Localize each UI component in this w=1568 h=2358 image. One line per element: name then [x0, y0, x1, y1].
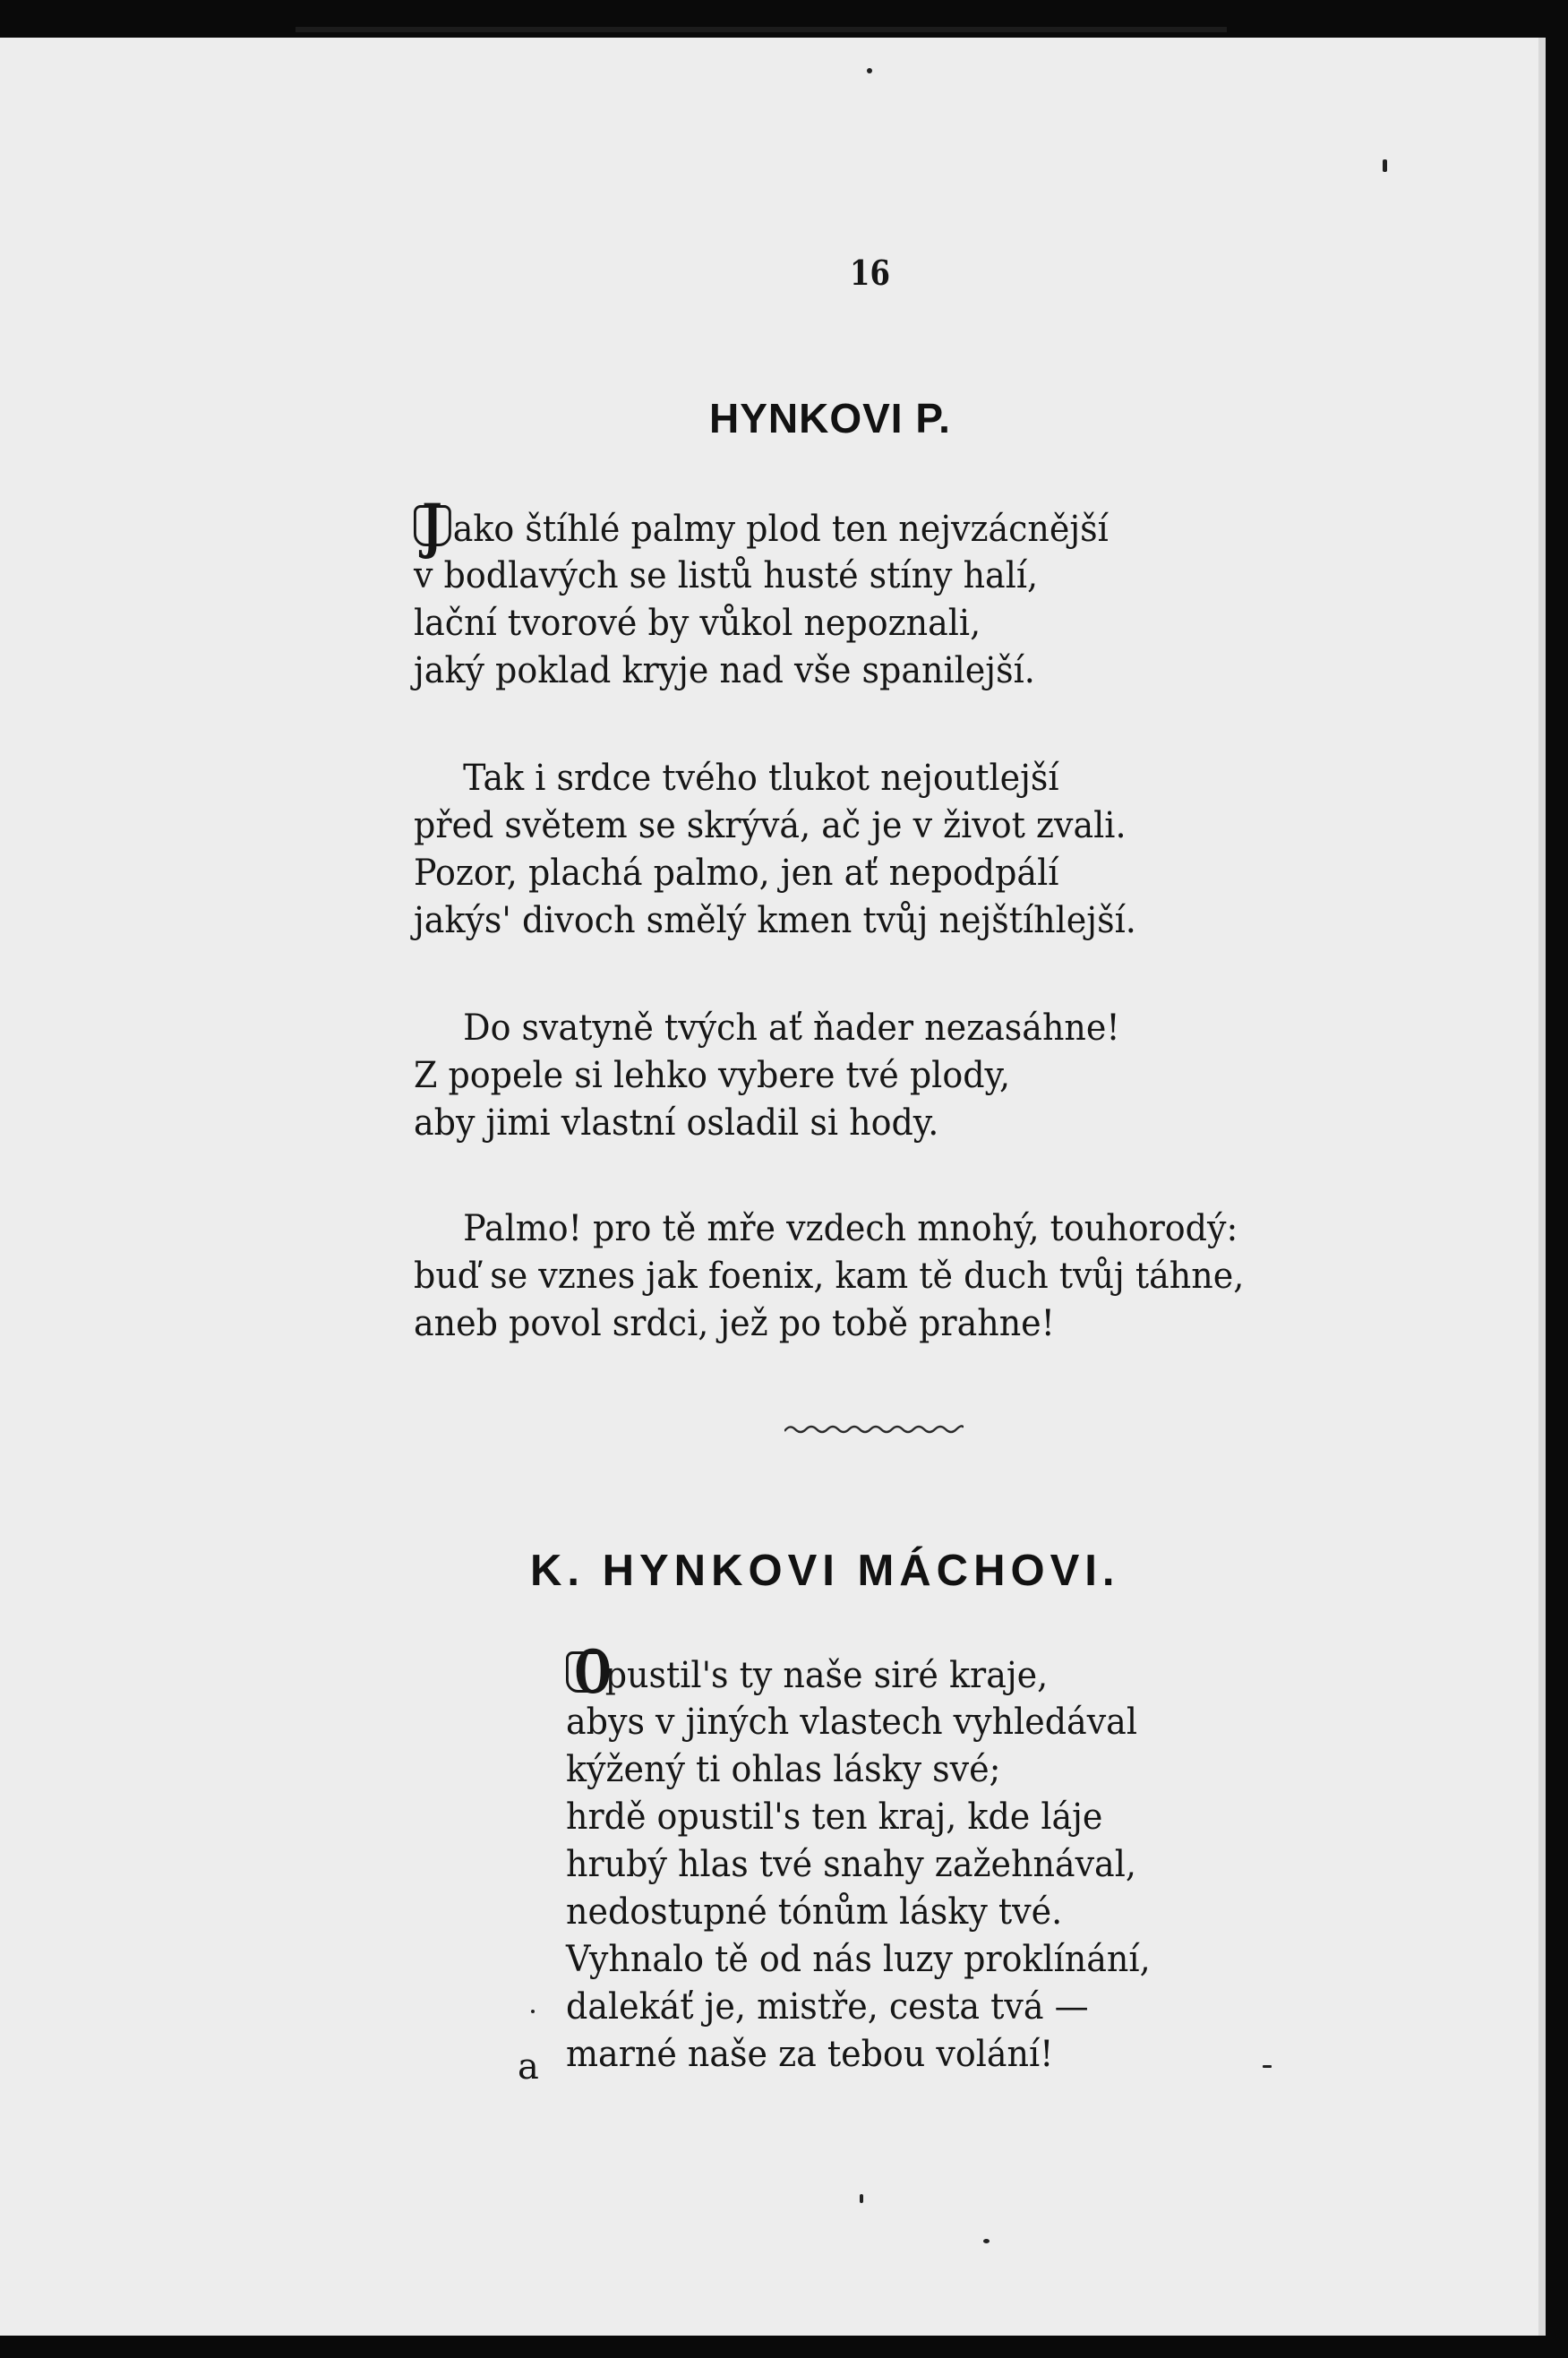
page-number: 16: [849, 253, 890, 293]
poem1-line: Jako štíhlé palmy plod ten nejvzácnější: [414, 505, 1109, 553]
poem1-line: jaký poklad kryje nad vše spanilejší.: [414, 650, 1035, 691]
paper-right-edge: [1538, 38, 1546, 2336]
scan-speck: [1263, 2065, 1272, 2068]
decorative-initial-o: O: [566, 1651, 604, 1693]
poem1-line: Z popele si lehko vybere tvé plody,: [414, 1055, 1011, 1096]
poem2-line: abys v jiných vlastech vyhledával: [566, 1702, 1137, 1743]
wavy-divider-ornament: [784, 1419, 964, 1438]
poem2-line: marné naše za tebou volání!: [566, 2034, 1054, 2075]
scan-top-edge: [296, 27, 1227, 32]
poem1-line: aby jimi vlastní osladil si hody.: [414, 1102, 939, 1144]
poem1-line: v bodlavých se listů husté stíny halí,: [414, 555, 1039, 596]
poem1-line: Pozor, plachá palmo, jen ať nepodpálí: [414, 853, 1059, 894]
poem2-body: [566, 1637, 1181, 2079]
poem1-stanza-2: [414, 755, 1174, 945]
poem2-line: Opustil's ty naše siré kraje,: [566, 1651, 1151, 1699]
scan-speck: [531, 2010, 535, 2013]
poem1-line: aneb povol srdci, jež po tobě prahne!: [414, 1303, 1055, 1344]
poem-title-hynkovi-p: HYNKOVI P.: [709, 395, 951, 442]
poem-title-k-hynkovi-machovi: K. HYNKOVI MÁCHOVI.: [530, 1547, 1120, 1595]
poem2-line: kýžený ti ohlas lásky své;: [566, 1749, 1001, 1790]
poem2-line: hrdě opustil's ten kraj, kde láje: [566, 1796, 1103, 1838]
poem2-line: Vyhnalo tě od nás luzy proklínání,: [566, 1939, 1151, 1980]
scan-speck: [983, 2239, 990, 2243]
poem1-line: před světem se skrývá, ač je v život zvali.: [414, 805, 1127, 846]
scan-speck: [867, 68, 872, 73]
poem1-stanza-1: [414, 491, 1145, 695]
poem1-line: buď se vznes jak foenix, kam tě duch tvůj táhne,: [414, 1256, 1245, 1297]
decorative-initial-j: J: [414, 505, 451, 546]
poem2-line: dalekáť je, mistře, cesta tvá —: [566, 1986, 1089, 2028]
poem2-line: hrubý hlas tvé snahy zažehnával,: [566, 1844, 1136, 1885]
scan-speck: [860, 2194, 863, 2203]
poem2-line: nedostupné tónům lásky tvé.: [566, 1891, 1063, 1933]
poem1-line: lační tvorové by vůkol nepoznali,: [414, 603, 981, 644]
poem1-stanza-4: [414, 1205, 1288, 1348]
poem1-stanza-3: [414, 1005, 1157, 1147]
poem1-line: Tak i srdce tvého tlukot nejoutlejší: [463, 758, 1059, 799]
poem1-line: jakýs' divoch smělý kmen tvůj nejštíhlejší.: [414, 900, 1136, 941]
scan-speck: [1383, 159, 1387, 172]
poem1-line: Palmo! pro tě mře vzdech mnohý, touhorodý:: [463, 1208, 1238, 1249]
poem1-line: Do svatyně tvých ať ňader nezasáhne!: [463, 1008, 1120, 1049]
poem2-last-line-prefix: a: [518, 2046, 539, 2088]
